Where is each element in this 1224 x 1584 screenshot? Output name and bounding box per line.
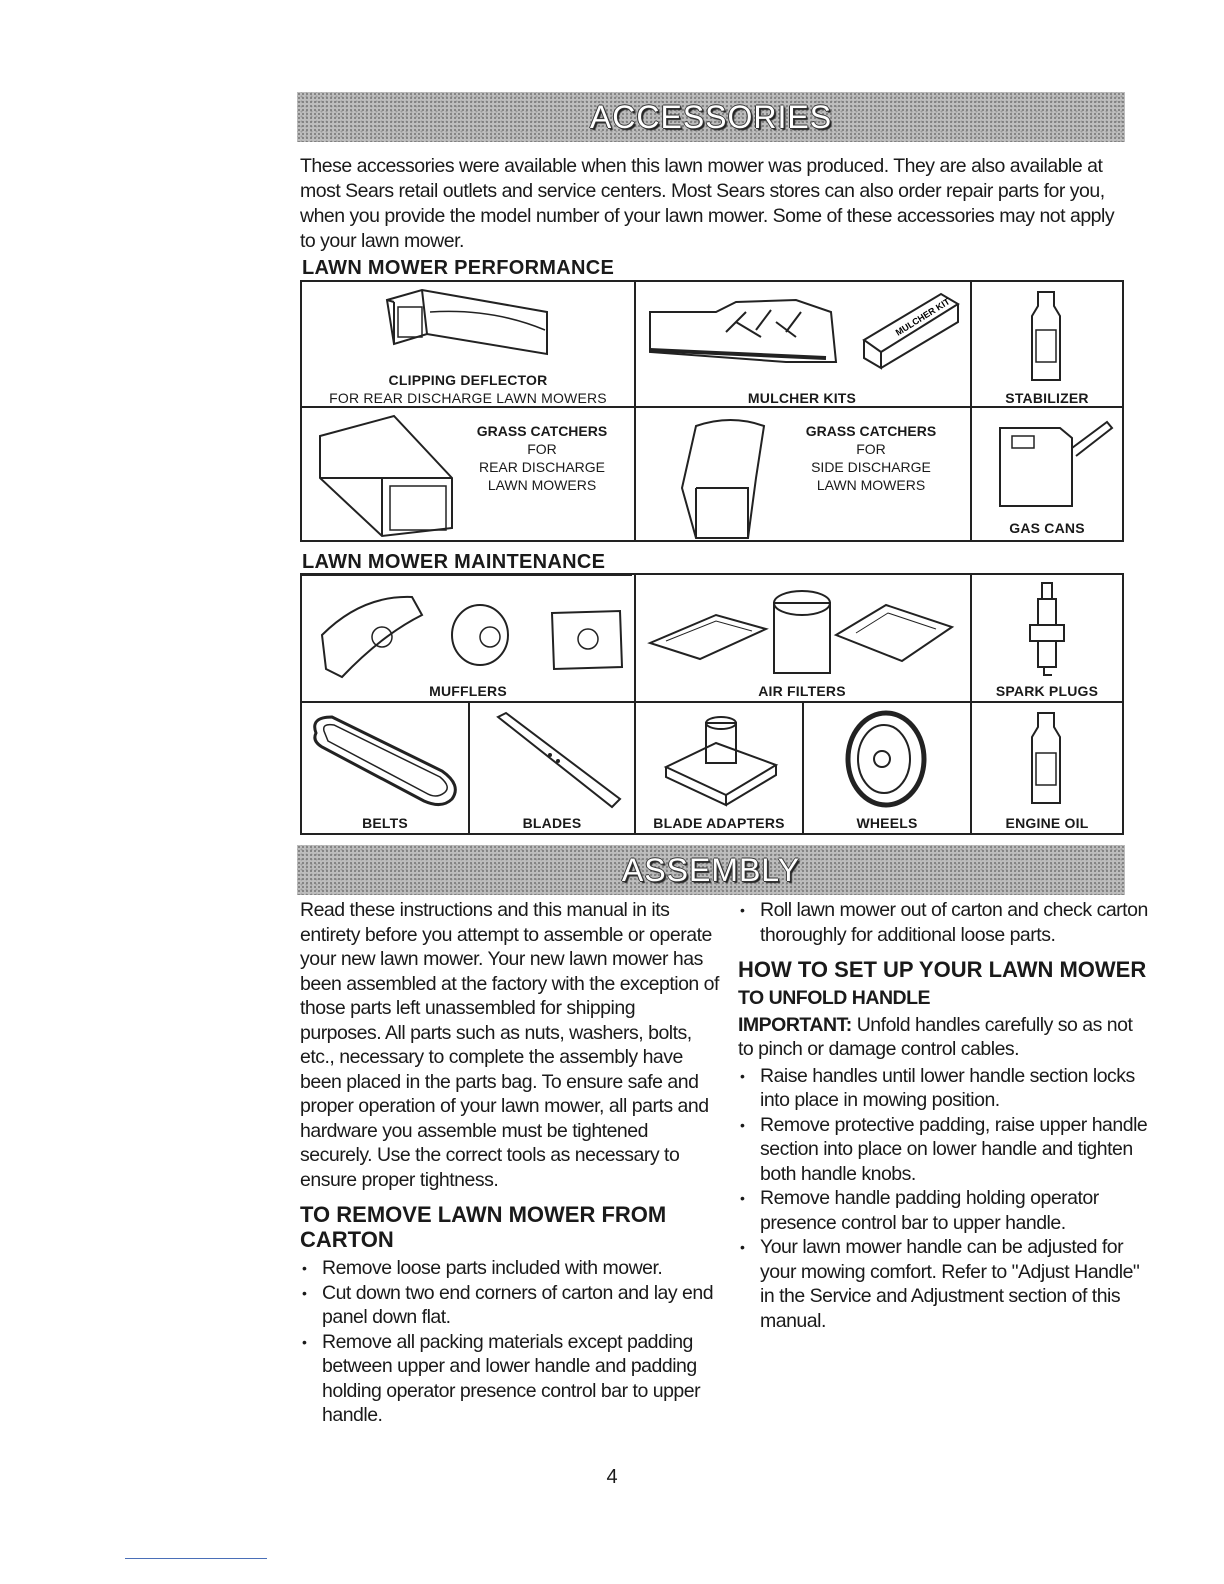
performance-title: LAWN MOWER PERFORMANCE	[302, 257, 632, 282]
air-filters-label: AIR FILTERS	[758, 683, 846, 699]
side-catchers-line-4: LAWN MOWERS	[816, 477, 926, 493]
unfold-step-1: • Raise handles until lower handle section locks into place in mowing position.	[738, 1064, 1148, 1113]
important-note	[738, 1013, 1148, 1062]
important-label: IMPORTANT:	[738, 1013, 852, 1036]
belts-label: BELTS	[362, 815, 408, 831]
remove-step-2: • Cut down two end corners of carton and lay end panel down flat.	[300, 1281, 720, 1330]
remove-from-carton-title: TO REMOVE LAWN MOWER FROM CARTON	[300, 1202, 667, 1252]
stabilizer-cell	[972, 282, 1124, 408]
engine-oil-cell	[972, 703, 1124, 835]
rear-grass-catcher-icon	[302, 408, 462, 542]
blades-cell	[470, 703, 636, 835]
rear-catchers-line-2: FOR	[527, 441, 557, 457]
spark-plugs-label: SPARK PLUGS	[995, 683, 1099, 699]
stabilizer-bottle-icon	[972, 282, 1122, 382]
belts-cell	[302, 703, 470, 835]
setup-title: HOW TO SET UP YOUR LAWN MOWER	[738, 957, 1147, 982]
unfold-handle-title: TO UNFOLD HANDLE	[738, 987, 931, 1009]
side-catchers-line-3: SIDE DISCHARGE	[811, 459, 931, 475]
remove-steps-list	[300, 1256, 720, 1428]
spark-plugs-cell	[972, 575, 1124, 703]
wheels-label: WHEELS	[856, 815, 918, 831]
unfold-step-3: • Remove handle padding holding operator presence control bar to upper handle.	[738, 1186, 1148, 1235]
side-catchers-label	[786, 422, 956, 494]
mulcher-kits-label: MULCHER KITS	[747, 390, 857, 406]
blade-adapters-label: BLADE ADAPTERS	[653, 815, 785, 831]
rear-catchers-line-4: LAWN MOWERS	[487, 477, 597, 493]
rear-catchers-line-3: REAR DISCHARGE	[478, 459, 606, 475]
side-catchers-line-1: GRASS CATCHERS	[805, 423, 937, 439]
accessories-intro: These accessories were available when this lawn mower was produced. They are also available at most Sears retail outlets and service centers. Most Sears stores can also order repair parts for you, when you provide the model number of your lawn mower. Some of these accessories may not apply to your lawn mower.	[300, 155, 1115, 252]
side-catchers-line-2: FOR	[856, 441, 886, 457]
blade-adapter-icon	[636, 703, 802, 815]
unfold-steps-list	[738, 1064, 1148, 1334]
blade-icon	[470, 703, 634, 815]
mufflers-cell	[302, 575, 636, 703]
mufflers-label: MUFFLERS	[429, 683, 507, 699]
mulcher-box-text: MULCHER KIT	[893, 296, 952, 338]
stabilizer-label: STABILIZER	[1005, 390, 1089, 406]
unfold-step-2: • Remove protective padding, raise upper handle section into place on lower handle and tighten both handle knobs.	[738, 1113, 1148, 1187]
gas-can-icon	[972, 408, 1122, 518]
accessories-banner	[297, 92, 1125, 142]
clipping-deflector-icon	[302, 282, 632, 372]
roll-out-step: • Roll lawn mower out of carton and check carton thoroughly for additional loose parts.	[738, 898, 1148, 947]
belt-icon	[302, 703, 468, 815]
footer-rule	[125, 1558, 267, 1559]
maintenance-grid	[300, 573, 1124, 835]
remove-step-3: • Remove all packing materials except padding between upper and lower handle and padding holding operator presence control bar to upper handle.	[300, 1330, 720, 1428]
gas-cans-label: GAS CANS	[1009, 520, 1085, 536]
rear-catchers-line-1: GRASS CATCHERS	[476, 423, 608, 439]
remove-step-1: • Remove loose parts included with mower.	[300, 1256, 720, 1281]
blade-adapters-cell	[636, 703, 804, 835]
rear-catchers-cell	[302, 408, 636, 542]
spark-plug-icon	[972, 575, 1122, 685]
side-grass-catcher-icon	[636, 408, 776, 542]
accessories-title: ACCESSORIES	[589, 98, 833, 135]
assembly-left-column	[300, 898, 720, 1428]
mulcher-kit-icon	[636, 282, 970, 382]
performance-grid	[300, 280, 1124, 542]
engine-oil-label: ENGINE OIL	[1005, 815, 1089, 831]
wheel-icon	[804, 703, 970, 815]
clipping-deflector-label: CLIPPING DEFLECTOR	[388, 372, 548, 388]
clipping-deflector-cell	[302, 282, 636, 408]
clipping-deflector-sublabel: FOR REAR DISCHARGE LAWN MOWERS	[329, 390, 607, 406]
assembly-intro: Read these instructions and this manual in its entirety before you attempt to assemble or operate your new lawn mower. Your new lawn mower has been assembled at the factory with the exception of those parts left unassembled for shipping purposes. All parts such as nuts, washers, bolts, etc., necessary to complete the assembly have been placed in the parts bag. To ensure safe and proper operation of your lawn mower, all parts and hardware you assemble must be tightened securely. Use the correct tools as necessary to ensure proper tightness.	[300, 899, 719, 1191]
engine-oil-bottle-icon	[972, 703, 1122, 815]
rear-catchers-label	[462, 422, 622, 494]
assembly-banner	[297, 845, 1125, 895]
blades-label: BLADES	[522, 815, 582, 831]
air-filters-icon	[636, 575, 970, 685]
side-catchers-cell	[636, 408, 972, 542]
carton-step-list	[738, 898, 1148, 947]
assembly-right-column	[738, 898, 1148, 1333]
important-text: Unfold handles carefully so as not to pinch or damage control cables.	[738, 1013, 1133, 1060]
wheels-cell	[804, 703, 972, 835]
unfold-step-4: • Your lawn mower handle can be adjusted for your mowing comfort. Refer to "Adjust Handle" in the Service and Adjustment section of this manual.	[738, 1235, 1148, 1333]
page-number: 4	[606, 1466, 618, 1488]
mufflers-icon	[302, 575, 632, 685]
gas-cans-cell	[972, 408, 1124, 542]
maintenance-title: LAWN MOWER MAINTENANCE	[302, 551, 632, 576]
mulcher-kits-cell	[636, 282, 972, 408]
air-filters-cell	[636, 575, 972, 703]
assembly-title: ASSEMBLY	[621, 851, 801, 888]
